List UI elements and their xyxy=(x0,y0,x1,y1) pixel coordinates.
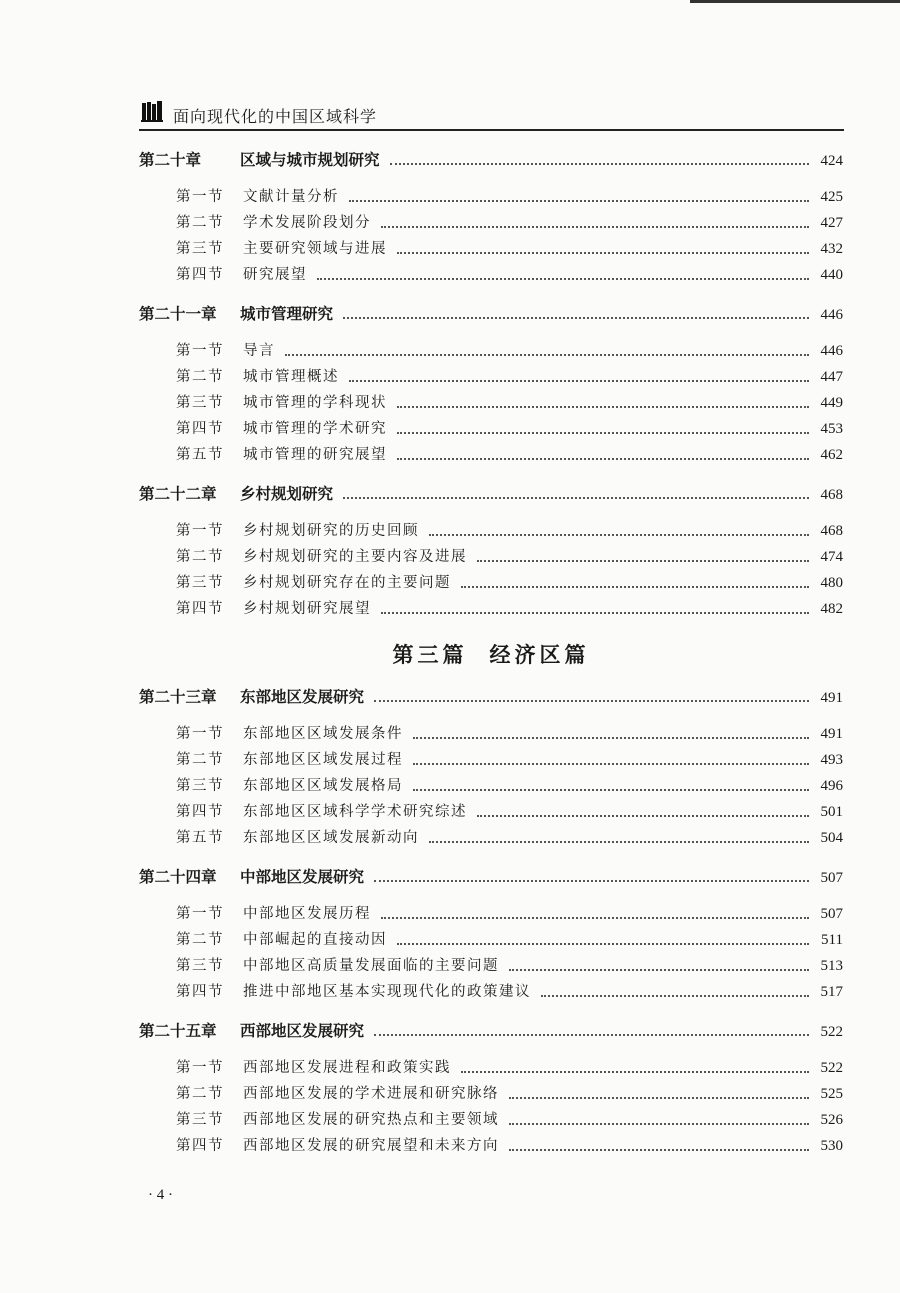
page-number: · 4 · xyxy=(148,1187,173,1203)
toc-section-entry[interactable] xyxy=(139,417,843,443)
page-ref: 511 xyxy=(821,932,843,948)
section-title: 城市管理的学术研究 xyxy=(243,421,387,437)
dot-leader xyxy=(343,497,809,499)
dot-leader xyxy=(317,278,809,280)
page-ref: 468 xyxy=(820,523,843,539)
chapter-number: 第二十二章 xyxy=(139,485,217,503)
dot-leader xyxy=(429,841,809,843)
dot-leader xyxy=(413,763,809,765)
toc-section-entry[interactable] xyxy=(139,211,843,237)
section-number: 第二节 xyxy=(176,549,224,565)
section-title: 城市管理的学科现状 xyxy=(243,395,387,411)
section-title: 推进中部地区基本实现现代化的政策建议 xyxy=(243,984,531,1000)
dot-leader xyxy=(461,1071,809,1073)
page-ref: 432 xyxy=(820,241,843,257)
dot-leader xyxy=(509,1149,809,1151)
dot-leader xyxy=(461,586,809,588)
section-number: 第三节 xyxy=(176,958,224,974)
section-number: 第四节 xyxy=(176,267,224,283)
page-ref: 522 xyxy=(820,1060,843,1076)
page-ref: 468 xyxy=(820,487,843,503)
section-number: 第三节 xyxy=(176,241,224,257)
section-number: 第三节 xyxy=(176,778,224,794)
section-title: 西部地区发展的学术进展和研究脉络 xyxy=(243,1086,499,1102)
toc-section-entry[interactable] xyxy=(139,954,843,980)
part-heading xyxy=(139,629,843,679)
section-number: 第一节 xyxy=(176,189,224,205)
dot-leader xyxy=(509,1123,809,1125)
page-ref: 493 xyxy=(820,752,843,768)
section-number: 第二节 xyxy=(176,752,224,768)
page-ref: 480 xyxy=(820,575,843,591)
page-ref: 447 xyxy=(820,369,843,385)
section-number: 第四节 xyxy=(176,421,224,437)
section-number: 第二节 xyxy=(176,932,224,948)
page-ref: 504 xyxy=(820,830,843,846)
table-of-contents xyxy=(139,148,843,1160)
section-number: 第四节 xyxy=(176,984,224,1000)
dot-leader xyxy=(477,560,809,562)
section-title: 东部地区区域发展条件 xyxy=(243,726,403,742)
header-rule xyxy=(139,129,844,131)
part-number: 第三篇 xyxy=(392,642,468,667)
chapter-number: 第二十四章 xyxy=(139,868,217,886)
section-title: 导言 xyxy=(243,343,275,359)
book-stack-icon xyxy=(141,100,163,122)
toc-section-entry[interactable] xyxy=(139,571,843,597)
section-number: 第一节 xyxy=(176,523,224,539)
section-title: 东部地区区域发展格局 xyxy=(243,778,403,794)
dot-leader xyxy=(541,995,809,997)
section-number: 第三节 xyxy=(176,395,224,411)
toc-section-entry[interactable] xyxy=(139,1056,843,1082)
toc-chapter-entry[interactable] xyxy=(139,148,843,174)
page-ref: 453 xyxy=(820,421,843,437)
page-ref: 491 xyxy=(820,726,843,742)
section-number: 第一节 xyxy=(176,726,224,742)
page-ref: 517 xyxy=(820,984,843,1000)
toc-section-entry[interactable] xyxy=(139,902,843,928)
page-ref: 507 xyxy=(820,906,843,922)
toc-section-entry[interactable] xyxy=(139,263,843,289)
dot-leader xyxy=(381,612,809,614)
dot-leader xyxy=(349,200,809,202)
chapter-number: 第二十一章 xyxy=(139,305,217,323)
page-ref: 526 xyxy=(820,1112,843,1128)
page-ref: 425 xyxy=(820,189,843,205)
toc-section-entry[interactable] xyxy=(139,1082,843,1108)
toc-section-entry[interactable] xyxy=(139,339,843,365)
dot-leader xyxy=(397,406,809,408)
toc-chapter-entry[interactable] xyxy=(139,685,843,711)
section-title: 西部地区发展进程和政策实践 xyxy=(243,1060,451,1076)
dot-leader xyxy=(509,969,809,971)
page-ref: 427 xyxy=(820,215,843,231)
chapter-title: 中部地区发展研究 xyxy=(240,868,365,886)
toc-section-entry[interactable] xyxy=(139,748,843,774)
dot-leader xyxy=(285,354,809,356)
dot-leader xyxy=(429,534,809,536)
section-title: 乡村规划研究展望 xyxy=(243,601,371,617)
dot-leader xyxy=(413,737,809,739)
chapter-title: 城市管理研究 xyxy=(240,305,334,323)
page-ref: 496 xyxy=(820,778,843,794)
chapter-title: 乡村规划研究 xyxy=(240,485,334,503)
section-title: 文献计量分析 xyxy=(243,189,339,205)
section-title: 城市管理概述 xyxy=(243,369,339,385)
toc-section-entry[interactable] xyxy=(139,545,843,571)
running-header xyxy=(139,96,844,132)
chapter-number: 第二十五章 xyxy=(139,1022,217,1040)
page-ref: 522 xyxy=(820,1024,843,1040)
toc-section-entry[interactable] xyxy=(139,1134,843,1160)
page-ref: 513 xyxy=(820,958,843,974)
dot-leader xyxy=(397,432,809,434)
section-title: 东部地区区域科学学术研究综述 xyxy=(243,804,467,820)
dot-leader xyxy=(381,226,809,228)
page-ref: 501 xyxy=(820,804,843,820)
section-number: 第一节 xyxy=(176,1060,224,1076)
section-title: 学术发展阶段划分 xyxy=(243,215,371,231)
dot-leader xyxy=(374,700,809,702)
section-title: 乡村规划研究存在的主要问题 xyxy=(243,575,451,591)
page-ref: 474 xyxy=(820,549,843,565)
section-title: 东部地区区域发展过程 xyxy=(243,752,403,768)
section-number: 第五节 xyxy=(176,830,224,846)
section-number: 第四节 xyxy=(176,1138,224,1154)
dot-leader xyxy=(343,317,809,319)
toc-section-entry[interactable] xyxy=(139,928,843,954)
toc-section-entry[interactable] xyxy=(139,597,843,623)
section-number: 第四节 xyxy=(176,804,224,820)
section-title: 主要研究领域与进展 xyxy=(243,241,387,257)
toc-chapter-entry[interactable] xyxy=(139,865,843,891)
section-number: 第一节 xyxy=(176,906,224,922)
toc-chapter-entry[interactable] xyxy=(139,1019,843,1045)
section-title: 中部地区高质量发展面临的主要问题 xyxy=(243,958,499,974)
section-number: 第三节 xyxy=(176,575,224,591)
scan-edge xyxy=(690,0,900,3)
page-ref: 491 xyxy=(820,690,843,706)
page-ref: 446 xyxy=(820,343,843,359)
toc-chapter-entry[interactable] xyxy=(139,302,843,328)
page-ref: 507 xyxy=(820,870,843,886)
toc-chapter-entry[interactable] xyxy=(139,482,843,508)
section-title: 西部地区发展的研究展望和未来方向 xyxy=(243,1138,499,1154)
dot-leader xyxy=(397,458,809,460)
section-number: 第三节 xyxy=(176,1112,224,1128)
toc-section-entry[interactable] xyxy=(139,443,843,469)
toc-section-entry[interactable] xyxy=(139,722,843,748)
section-title: 城市管理的研究展望 xyxy=(243,447,387,463)
dot-leader xyxy=(374,1034,809,1036)
book-title: 面向现代化的中国区域科学 xyxy=(173,107,378,126)
toc-section-entry[interactable] xyxy=(139,826,843,852)
dot-leader xyxy=(390,163,809,165)
dot-leader xyxy=(397,252,809,254)
toc-section-entry[interactable] xyxy=(139,391,843,417)
section-number: 第二节 xyxy=(176,369,224,385)
dot-leader xyxy=(381,917,809,919)
toc-section-entry[interactable] xyxy=(139,519,843,545)
page-ref: 462 xyxy=(820,447,843,463)
section-title: 中部地区发展历程 xyxy=(243,906,371,922)
section-number: 第二节 xyxy=(176,1086,224,1102)
section-title: 研究展望 xyxy=(243,267,307,283)
chapter-title: 东部地区发展研究 xyxy=(240,688,365,706)
page-ref: 525 xyxy=(820,1086,843,1102)
chapter-number: 第二十三章 xyxy=(139,688,217,706)
toc-section-entry[interactable] xyxy=(139,365,843,391)
page-ref: 440 xyxy=(820,267,843,283)
section-title: 西部地区发展的研究热点和主要领域 xyxy=(243,1112,499,1128)
dot-leader xyxy=(477,815,809,817)
toc-section-entry[interactable] xyxy=(139,800,843,826)
toc-section-entry[interactable] xyxy=(139,185,843,211)
dot-leader xyxy=(397,943,809,945)
page-ref: 449 xyxy=(820,395,843,411)
part-title: 经济区篇 xyxy=(489,642,590,667)
toc-section-entry[interactable] xyxy=(139,1108,843,1134)
chapter-title: 区域与城市规划研究 xyxy=(240,151,380,169)
section-title: 乡村规划研究的历史回顾 xyxy=(243,523,419,539)
chapter-number: 第二十章 xyxy=(139,151,202,169)
dot-leader xyxy=(413,789,809,791)
page-ref: 424 xyxy=(820,153,843,169)
section-title: 东部地区区域发展新动向 xyxy=(243,830,419,846)
chapter-title: 西部地区发展研究 xyxy=(240,1022,365,1040)
page-ref: 530 xyxy=(820,1138,843,1154)
section-number: 第二节 xyxy=(176,215,224,231)
toc-section-entry[interactable] xyxy=(139,237,843,263)
section-number: 第四节 xyxy=(176,601,224,617)
section-title: 乡村规划研究的主要内容及进展 xyxy=(243,549,467,565)
section-number: 第一节 xyxy=(176,343,224,359)
page-ref: 446 xyxy=(820,307,843,323)
toc-section-entry[interactable] xyxy=(139,774,843,800)
dot-leader xyxy=(374,880,809,882)
section-number: 第五节 xyxy=(176,447,224,463)
toc-section-entry[interactable] xyxy=(139,980,843,1006)
dot-leader xyxy=(509,1097,809,1099)
page-ref: 482 xyxy=(820,601,843,617)
dot-leader xyxy=(349,380,809,382)
section-title: 中部崛起的直接动因 xyxy=(243,932,387,948)
